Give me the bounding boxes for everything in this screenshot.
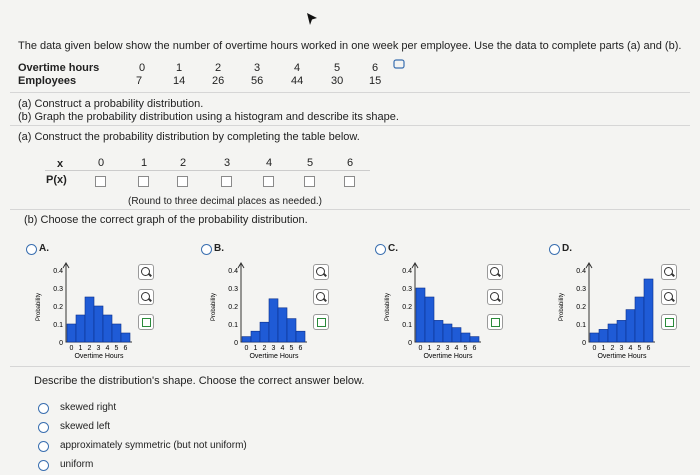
histogram-bar — [242, 337, 251, 342]
x-tick-label: 0 — [592, 345, 597, 352]
x-tick-label: 2 — [436, 345, 441, 352]
x-tick-label: 6 — [472, 345, 477, 352]
x-tick-label: 1 — [601, 345, 606, 352]
problem-intro: The data given below show the number of overtime hours worked in one week per employee. Use the data to complete parts (a) and (b). — [18, 40, 682, 52]
x-value: 3 — [224, 157, 231, 169]
zoom-handle — [323, 298, 327, 302]
histogram-bar — [635, 297, 644, 342]
open-graph-frame — [142, 318, 151, 327]
x-tick-label: 5 — [289, 345, 294, 352]
histogram-bar — [76, 315, 85, 342]
shape-option-label: uniform — [60, 459, 94, 470]
shape-option-radio[interactable] — [38, 403, 49, 414]
zoom-handle — [497, 273, 501, 277]
y-axis-label: Probability — [385, 292, 391, 322]
y-tick-label: 0.2 — [402, 304, 412, 311]
shape-option-label: skewed left — [60, 421, 111, 432]
zoom-out-icon[interactable] — [138, 289, 154, 305]
histogram-bar — [416, 288, 425, 342]
hours-value: 2 — [215, 62, 222, 74]
px-input-box[interactable] — [344, 176, 355, 187]
x-tick-label: 6 — [646, 345, 651, 352]
open-graph-icon[interactable] — [661, 314, 677, 330]
overtime-hours-label: Overtime hours — [18, 62, 100, 74]
px-input-box[interactable] — [177, 176, 188, 187]
y-tick-label: 0.4 — [402, 268, 412, 275]
y-tick-label: 0.4 — [576, 268, 586, 275]
histogram-bar — [269, 299, 278, 342]
histogram-bar — [287, 319, 296, 342]
y-tick-label: 0.1 — [53, 322, 63, 329]
zoom-out-icon[interactable] — [313, 289, 329, 305]
y-tick-label: 0.2 — [228, 304, 238, 311]
zoom-in-icon[interactable] — [487, 264, 503, 280]
histogram-bar — [452, 328, 461, 342]
employees-label: Employees — [18, 75, 77, 87]
histogram-bar — [590, 333, 599, 342]
shape-option-radio[interactable] — [38, 460, 49, 471]
y-tick-label: 0.3 — [228, 286, 238, 293]
y-tick-label: 0.4 — [53, 268, 63, 275]
y-tick-label: 0 — [408, 340, 412, 347]
x-value: 2 — [180, 157, 187, 169]
x-tick-label: 5 — [114, 345, 119, 352]
x-tick-label: 3 — [271, 345, 276, 352]
mouse-cursor-icon — [305, 12, 319, 26]
y-tick-label: 0.1 — [228, 322, 238, 329]
histogram-bar — [617, 320, 626, 342]
histogram-bar — [644, 279, 653, 342]
employees-value: 30 — [331, 75, 344, 87]
hours-value: 1 — [176, 62, 183, 74]
graph-option-radio[interactable] — [549, 244, 560, 255]
x-value: 1 — [141, 157, 148, 169]
histogram-bar — [434, 320, 443, 342]
zoom-in-icon[interactable] — [138, 264, 154, 280]
histogram-2 — [377, 262, 487, 362]
shape-option-label: approximately symmetric (but not uniform) — [60, 440, 247, 451]
zoom-handle — [148, 298, 152, 302]
x-tick-label: 3 — [96, 345, 101, 352]
hours-value: 4 — [294, 62, 301, 74]
histogram-1 — [203, 262, 313, 362]
histogram-bar — [260, 322, 269, 342]
shape-option-radio[interactable] — [38, 441, 49, 452]
y-tick-label: 0.3 — [53, 286, 63, 293]
x-tick-label: 2 — [610, 345, 615, 352]
x-value: 0 — [98, 157, 105, 169]
x-axis-label: Overtime Hours — [423, 353, 473, 360]
graph-option-letter: C. — [388, 243, 398, 254]
histogram-bar — [112, 324, 121, 342]
zoom-handle — [497, 298, 501, 302]
px-input-box[interactable] — [95, 176, 106, 187]
x-axis-label: Overtime Hours — [249, 353, 299, 360]
x-tick-label: 6 — [123, 345, 128, 352]
x-tick-label: 2 — [87, 345, 92, 352]
histogram-bar — [461, 333, 470, 342]
shape-option-label: skewed right — [60, 402, 117, 413]
y-axis-label: Probability — [559, 292, 565, 322]
px-label: P(x) — [46, 174, 67, 186]
x-tick-label: 4 — [628, 345, 633, 352]
rounding-note: (Round to three decimal places as needed.) — [128, 196, 323, 207]
graph-option-letter: A. — [39, 243, 49, 254]
graph-option-radio[interactable] — [201, 244, 212, 255]
x-value: 4 — [266, 157, 273, 169]
histogram-bar — [121, 333, 130, 342]
zoom-out-icon[interactable] — [661, 289, 677, 305]
open-graph-icon[interactable] — [313, 314, 329, 330]
y-tick-label: 0 — [582, 340, 586, 347]
histogram-bar — [599, 329, 608, 342]
x-tick-label: 1 — [78, 345, 83, 352]
open-graph-icon[interactable] — [138, 314, 154, 330]
histogram-3 — [551, 262, 661, 362]
zoom-in-icon[interactable] — [313, 264, 329, 280]
open-graph-icon[interactable] — [487, 314, 503, 330]
y-tick-label: 0 — [234, 340, 238, 347]
y-tick-label: 0.3 — [402, 286, 412, 293]
x-tick-label: 4 — [454, 345, 459, 352]
x-tick-label: 1 — [253, 345, 258, 352]
histogram-bar — [425, 297, 434, 342]
open-graph-frame — [665, 318, 674, 327]
hours-value: 6 — [372, 62, 379, 74]
zoom-handle — [148, 273, 152, 277]
y-axis-label: Probability — [36, 292, 42, 322]
employees-value: 44 — [291, 75, 304, 87]
x-tick-label: 5 — [463, 345, 468, 352]
px-input-box[interactable] — [138, 176, 149, 187]
x-tick-label: 5 — [637, 345, 642, 352]
graph-option-letter: D. — [562, 243, 572, 254]
shape-option-radio[interactable] — [38, 422, 49, 433]
employees-value: 26 — [212, 75, 225, 87]
zoom-in-icon[interactable] — [661, 264, 677, 280]
y-tick-label: 0.4 — [228, 268, 238, 275]
y-tick-label: 0.2 — [53, 304, 63, 311]
copy-data-icon[interactable] — [393, 59, 405, 69]
x-label: x — [57, 158, 64, 170]
open-graph-frame — [491, 318, 500, 327]
histogram-0 — [28, 262, 138, 362]
x-tick-label: 0 — [69, 345, 74, 352]
y-axis-label: Probability — [211, 292, 217, 322]
zoom-out-icon[interactable] — [487, 289, 503, 305]
x-tick-label: 6 — [298, 345, 303, 352]
histogram-bar — [296, 331, 305, 342]
table-line — [45, 170, 370, 171]
histogram-bar — [67, 324, 76, 342]
x-tick-label: 2 — [262, 345, 267, 352]
employees-value: 14 — [173, 75, 186, 87]
histogram-bar — [103, 315, 112, 342]
histogram-bar — [251, 331, 260, 342]
histogram-bar — [278, 308, 287, 342]
graph-option-radio[interactable] — [375, 244, 386, 255]
histogram-bar — [443, 324, 452, 342]
x-tick-label: 3 — [445, 345, 450, 352]
hours-value: 0 — [139, 62, 146, 74]
zoom-handle — [671, 273, 675, 277]
x-value: 6 — [347, 157, 354, 169]
px-input-box[interactable] — [221, 176, 232, 187]
employees-value: 15 — [369, 75, 382, 87]
zoom-handle — [671, 298, 675, 302]
histogram-bar — [608, 324, 617, 342]
graph-option-radio[interactable] — [26, 244, 37, 255]
y-tick-label: 0.1 — [402, 322, 412, 329]
x-axis-label: Overtime Hours — [74, 353, 124, 360]
part-b-text: (b) Graph the probability distribution using a histogram and describe its shape. — [18, 111, 399, 123]
histogram-bar — [470, 337, 479, 342]
x-tick-label: 1 — [427, 345, 432, 352]
x-tick-label: 4 — [105, 345, 110, 352]
employees-value: 56 — [251, 75, 264, 87]
y-tick-label: 0.2 — [576, 304, 586, 311]
x-tick-label: 4 — [280, 345, 285, 352]
histogram-bar — [85, 297, 94, 342]
open-graph-frame — [317, 318, 326, 327]
x-tick-label: 3 — [619, 345, 624, 352]
x-tick-label: 0 — [418, 345, 423, 352]
y-tick-label: 0.1 — [576, 322, 586, 329]
graph-option-letter: B. — [214, 243, 224, 254]
zoom-handle — [323, 273, 327, 277]
y-tick-label: 0.3 — [576, 286, 586, 293]
part-a-text: (a) Construct a probability distribution. — [18, 98, 204, 110]
x-tick-label: 0 — [244, 345, 249, 352]
section-b-heading: (b) Choose the correct graph of the probability distribution. — [24, 214, 308, 226]
employees-value: 7 — [136, 75, 143, 87]
x-value: 5 — [307, 157, 314, 169]
histogram-bar — [94, 306, 103, 342]
shape-heading: Describe the distribution's shape. Choose the correct answer below. — [34, 375, 365, 387]
y-tick-label: 0 — [59, 340, 63, 347]
x-axis-label: Overtime Hours — [597, 353, 647, 360]
section-a-heading: (a) Construct the probability distribution by completing the table below. — [18, 131, 360, 143]
hours-value: 3 — [254, 62, 261, 74]
hours-value: 5 — [334, 62, 341, 74]
px-input-box[interactable] — [263, 176, 274, 187]
px-input-box[interactable] — [304, 176, 315, 187]
histogram-bar — [626, 310, 635, 342]
